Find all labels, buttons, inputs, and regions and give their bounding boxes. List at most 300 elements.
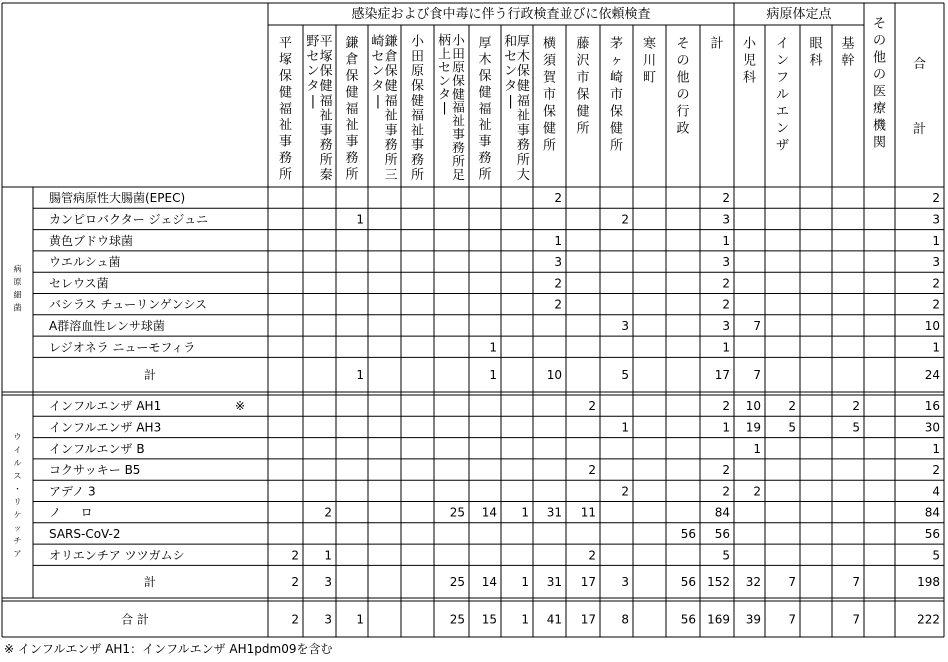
- cell-value: 1: [489, 368, 497, 383]
- svg-text:の: の: [872, 67, 887, 83]
- svg-text:市: 市: [609, 87, 624, 103]
- svg-text:木: 木: [478, 52, 492, 68]
- svg-text:保: 保: [542, 104, 557, 120]
- row-label: 黄色ブドウ球菌: [49, 233, 134, 248]
- cell-value: 5: [852, 420, 860, 435]
- cell-value: 3: [722, 212, 730, 227]
- cell-value: 30: [924, 420, 940, 435]
- cell-value: 8: [621, 612, 629, 627]
- svg-text:事: 事: [278, 134, 293, 150]
- cell-value: 7: [788, 575, 796, 590]
- cell-value: 1: [356, 368, 364, 383]
- svg-text:セ: セ: [438, 60, 451, 76]
- svg-text:保: 保: [609, 104, 624, 120]
- svg-text:タ: タ: [504, 78, 518, 94]
- section-label: [14, 264, 22, 313]
- svg-text:沢: 沢: [576, 53, 590, 69]
- cell-value: 56: [714, 526, 730, 541]
- svg-text:セ: セ: [371, 49, 385, 65]
- cell-value: 24: [924, 368, 940, 383]
- cell-value: 31: [546, 575, 562, 590]
- row-label: インフルエンザ B: [49, 441, 145, 456]
- row-label: アデノ 3: [49, 484, 96, 499]
- svg-text:木: 木: [516, 49, 530, 65]
- svg-text:医: 医: [872, 84, 887, 100]
- cell-value: 2: [588, 548, 596, 563]
- cell-value: 32: [745, 575, 761, 590]
- svg-text:田: 田: [452, 46, 465, 62]
- row-label: ウエルシュ菌: [49, 255, 121, 270]
- svg-text:リ: リ: [13, 497, 22, 507]
- svg-text:ス: ス: [13, 471, 22, 481]
- svg-text:他: 他: [872, 50, 887, 66]
- svg-text:務: 務: [478, 151, 492, 167]
- cell-value: 11: [580, 505, 596, 520]
- svg-text:所: 所: [576, 121, 590, 137]
- svg-text:ン: ン: [775, 53, 790, 69]
- svg-text:|: |: [508, 93, 513, 109]
- cell-value: 3: [324, 575, 332, 590]
- svg-text:原: 原: [452, 60, 465, 76]
- cell-value: 3: [722, 255, 730, 270]
- grand-total-label: 合 計: [121, 612, 149, 627]
- column-header: [543, 35, 557, 153]
- svg-text:祉: 祉: [319, 108, 333, 124]
- svg-text:所: 所: [319, 152, 333, 168]
- cell-value: 1: [324, 548, 332, 563]
- svg-text:所: 所: [609, 138, 624, 154]
- column-header: [478, 36, 491, 183]
- svg-text:菌: 菌: [13, 303, 22, 313]
- cell-value: 1: [489, 340, 497, 355]
- cell-value: 2: [621, 212, 629, 227]
- svg-text:|: |: [375, 93, 381, 109]
- column-header: [776, 36, 789, 153]
- svg-text:健: 健: [319, 78, 333, 94]
- cell-value: 2: [291, 575, 299, 590]
- svg-text:合: 合: [912, 57, 927, 72]
- svg-text:小: 小: [742, 36, 757, 52]
- svg-text:タ: タ: [371, 78, 385, 94]
- svg-text:基: 基: [841, 36, 855, 52]
- svg-text:大: 大: [516, 167, 530, 183]
- cell-value: 1: [521, 612, 529, 627]
- row-label: A群溶血性レンサ球菌: [49, 318, 165, 333]
- svg-text:タ: タ: [438, 87, 451, 103]
- cell-value: 3: [621, 575, 629, 590]
- svg-text:倉: 倉: [345, 52, 359, 68]
- svg-text:小: 小: [410, 34, 425, 50]
- svg-text:事: 事: [319, 123, 333, 139]
- svg-text:務: 務: [452, 141, 465, 157]
- svg-text:寒: 寒: [642, 36, 657, 52]
- svg-text:祉: 祉: [452, 114, 465, 130]
- column-header: [504, 35, 530, 183]
- row-label: レジオネラ ニューモフィラ: [49, 340, 196, 355]
- svg-text:科: 科: [742, 70, 757, 86]
- svg-text:祉: 祉: [516, 108, 530, 124]
- cell-value: 7: [852, 612, 860, 627]
- cell-value: 2: [554, 191, 562, 206]
- column-header: [809, 36, 822, 68]
- row-label: SARS-CoV-2: [49, 526, 121, 541]
- svg-text:療: 療: [872, 101, 887, 117]
- svg-text:福: 福: [278, 101, 293, 117]
- svg-text:保: 保: [345, 68, 359, 84]
- svg-text:細: 細: [13, 290, 22, 300]
- svg-text:ザ: ザ: [775, 138, 790, 154]
- svg-text:事: 事: [452, 127, 465, 143]
- svg-text:福: 福: [452, 100, 465, 116]
- row-label: インフルエンザ AH1: [49, 399, 162, 414]
- cell-value: 1: [932, 233, 940, 248]
- svg-text:藤: 藤: [576, 36, 590, 52]
- svg-text:賀: 賀: [542, 70, 557, 86]
- column-header: [610, 36, 623, 153]
- cell-value: 84: [714, 505, 730, 520]
- svg-text:幹: 幹: [841, 53, 855, 69]
- svg-text:鎌: 鎌: [345, 35, 359, 51]
- cell-value: 5: [932, 548, 940, 563]
- column-header: [643, 35, 656, 85]
- cell-value: 1: [621, 420, 629, 435]
- svg-text:秦: 秦: [319, 167, 333, 183]
- cell-value: 3: [621, 318, 629, 333]
- cell-value: 41: [546, 612, 562, 627]
- cell-value: 7: [753, 318, 761, 333]
- svg-text:祉: 祉: [345, 118, 359, 134]
- cell-value: 2: [291, 548, 299, 563]
- cell-value: 10: [546, 368, 562, 383]
- svg-text:健: 健: [478, 85, 492, 101]
- svg-text:チ: チ: [13, 536, 22, 546]
- svg-text:ン: ン: [371, 64, 385, 80]
- cell-value: 15: [481, 612, 497, 627]
- svg-text:福: 福: [478, 101, 492, 117]
- cell-value: 25: [449, 505, 465, 520]
- column-header: [438, 32, 465, 183]
- cell-value: 7: [788, 612, 796, 627]
- svg-text:原: 原: [410, 64, 425, 80]
- cell-value: 5: [788, 420, 796, 435]
- row-mark: ※: [234, 399, 246, 414]
- svg-text:事: 事: [516, 123, 530, 139]
- svg-text:市: 市: [542, 87, 557, 103]
- column-header: [743, 36, 757, 85]
- svg-text:福: 福: [516, 93, 530, 109]
- cell-value: 10: [924, 318, 940, 333]
- cell-value: 1: [356, 612, 364, 627]
- row-label: インフルエンザ AH3: [49, 420, 162, 435]
- cell-value: 2: [932, 297, 940, 312]
- row-label: コクサッキー B5: [49, 463, 141, 478]
- cell-value: 2: [722, 297, 730, 312]
- svg-text:事: 事: [384, 123, 398, 139]
- svg-text:そ: そ: [872, 16, 887, 32]
- svg-text:所: 所: [542, 138, 557, 154]
- svg-text:イ: イ: [775, 36, 790, 52]
- svg-text:セ: セ: [504, 49, 518, 65]
- svg-text:所: 所: [345, 167, 359, 183]
- svg-text:政: 政: [676, 121, 690, 137]
- svg-text:和: 和: [504, 34, 518, 50]
- cell-value: 2: [852, 399, 860, 414]
- column-header: [345, 36, 358, 183]
- column-header: [913, 57, 926, 137]
- svg-text:ル: ル: [775, 87, 790, 103]
- svg-text:務: 務: [345, 151, 359, 167]
- svg-text:町: 町: [642, 70, 657, 86]
- svg-text:足: 足: [452, 167, 465, 183]
- header-group-fixed: 病原体定点: [766, 7, 832, 22]
- cell-value: 5: [621, 368, 629, 383]
- cell-value: 10: [745, 399, 761, 414]
- svg-text:保: 保: [319, 64, 333, 80]
- cell-value: 56: [680, 526, 696, 541]
- svg-text:茅: 茅: [609, 36, 624, 52]
- row-label: オリエンチア ツツガムシ: [49, 548, 185, 563]
- svg-text:ヶ: ヶ: [609, 53, 624, 69]
- cell-value: 2: [722, 191, 730, 206]
- cell-value: 17: [714, 368, 730, 383]
- cell-value: 169: [707, 612, 730, 627]
- svg-text:崎: 崎: [371, 34, 385, 50]
- svg-text:務: 務: [278, 151, 293, 167]
- cell-value: 84: [924, 505, 940, 520]
- svg-text:関: 関: [872, 135, 887, 151]
- svg-text:所: 所: [478, 167, 492, 183]
- svg-text:・: ・: [13, 484, 22, 494]
- svg-text:福: 福: [410, 108, 425, 124]
- svg-text:イ: イ: [13, 445, 22, 455]
- cell-value: 2: [722, 276, 730, 291]
- svg-text:須: 須: [542, 53, 557, 69]
- cell-value: 2: [932, 276, 940, 291]
- svg-text:所: 所: [384, 152, 398, 168]
- svg-text:事: 事: [410, 138, 425, 154]
- cell-value: 39: [745, 612, 761, 627]
- cell-value: 222: [917, 612, 940, 627]
- column-header: [873, 16, 887, 150]
- svg-text:科: 科: [809, 53, 823, 69]
- svg-text:健: 健: [516, 78, 530, 94]
- svg-text:小: 小: [452, 33, 465, 49]
- cell-value: 3: [722, 318, 730, 333]
- svg-text:厚: 厚: [478, 35, 492, 51]
- row-label: セレウス菌: [49, 276, 109, 291]
- svg-text:の: の: [676, 87, 690, 103]
- cell-value: 1: [356, 212, 364, 227]
- svg-text:平: 平: [278, 35, 293, 51]
- svg-text:所: 所: [516, 152, 530, 168]
- cell-value: 5: [722, 548, 730, 563]
- svg-text:フ: フ: [775, 70, 790, 86]
- cell-value: 2: [588, 399, 596, 414]
- cell-value: 14: [481, 505, 497, 520]
- svg-text:ン: ン: [504, 64, 518, 80]
- svg-text:崎: 崎: [609, 70, 624, 86]
- svg-text:保: 保: [516, 64, 530, 80]
- cell-value: 198: [917, 575, 940, 590]
- cell-value: 152: [707, 575, 730, 590]
- svg-text:務: 務: [516, 138, 530, 154]
- svg-text:横: 横: [542, 36, 557, 52]
- svg-text:エ: エ: [775, 104, 790, 120]
- svg-text:|: |: [442, 100, 447, 116]
- svg-text:タ: タ: [306, 78, 320, 94]
- cell-value: 2: [291, 612, 299, 627]
- svg-text:健: 健: [345, 85, 359, 101]
- cell-value: 31: [546, 505, 562, 520]
- column-header: [306, 35, 332, 183]
- svg-text:保: 保: [452, 73, 465, 89]
- cell-value: 14: [481, 575, 497, 590]
- cell-value: 2: [588, 463, 596, 478]
- cell-value: 2: [554, 276, 562, 291]
- row-label: ノ ロ: [49, 505, 93, 520]
- cell-value: 2: [722, 484, 730, 499]
- svg-text:祉: 祉: [384, 108, 398, 124]
- svg-text:務: 務: [410, 152, 425, 168]
- cell-value: 25: [449, 612, 465, 627]
- cell-value: 3: [554, 255, 562, 270]
- svg-text:眼: 眼: [809, 36, 823, 52]
- svg-text:ウ: ウ: [13, 432, 22, 442]
- svg-text:健: 健: [609, 121, 624, 137]
- svg-text:保: 保: [384, 64, 398, 80]
- svg-text:厚: 厚: [516, 34, 530, 50]
- svg-text:野: 野: [306, 34, 320, 50]
- header-group-inspection: 感染症および食中毒に伴う行政検査並びに依頼検査: [351, 7, 651, 22]
- cell-value: 2: [722, 463, 730, 478]
- cell-value: 2: [932, 463, 940, 478]
- cell-value: 56: [680, 612, 696, 627]
- row-label: 腸管病原性大腸菌(EPEC): [49, 191, 186, 206]
- cell-value: 2: [621, 484, 629, 499]
- cell-value: 3: [932, 212, 940, 227]
- svg-text:ア: ア: [13, 549, 22, 559]
- cell-value: 1: [521, 575, 529, 590]
- svg-text:機: 機: [872, 118, 887, 134]
- cell-value: 7: [852, 575, 860, 590]
- section-label: [14, 433, 22, 559]
- svg-text:事: 事: [345, 134, 359, 150]
- column-header: [279, 36, 292, 183]
- cell-value: 17: [580, 612, 596, 627]
- cell-value: 1: [722, 233, 730, 248]
- svg-text:祉: 祉: [410, 123, 425, 139]
- cell-value: 2: [788, 399, 796, 414]
- cell-value: 2: [722, 399, 730, 414]
- svg-text:祉: 祉: [478, 118, 492, 134]
- svg-text:他: 他: [676, 70, 690, 86]
- svg-text:保: 保: [410, 78, 425, 94]
- cell-value: 1: [722, 340, 730, 355]
- cell-value: 4: [932, 484, 940, 499]
- svg-text:福: 福: [384, 93, 398, 109]
- cell-value: 17: [580, 575, 596, 590]
- svg-text:塚: 塚: [278, 52, 293, 68]
- cell-value: 19: [745, 420, 761, 435]
- svg-text:所: 所: [452, 154, 465, 170]
- svg-text:保: 保: [576, 87, 590, 103]
- svg-text:祉: 祉: [278, 118, 293, 134]
- svg-text:田: 田: [410, 49, 425, 65]
- svg-text:ケ: ケ: [13, 510, 22, 520]
- cell-value: 1: [521, 505, 529, 520]
- cell-value: 1: [932, 340, 940, 355]
- svg-text:ル: ル: [13, 458, 22, 468]
- svg-text:ン: ン: [775, 121, 790, 137]
- cell-value: 3: [324, 612, 332, 627]
- svg-text:健: 健: [410, 93, 425, 109]
- column-header: [841, 36, 854, 68]
- cell-value: 16: [924, 399, 940, 414]
- section-total-label: 計: [143, 575, 157, 590]
- row-label: カンピロバクター ジェジュニ: [49, 212, 209, 227]
- svg-text:上: 上: [438, 46, 451, 62]
- svg-text:健: 健: [576, 104, 590, 120]
- svg-text:倉: 倉: [384, 49, 398, 65]
- column-header: [676, 36, 689, 136]
- column-header: [710, 35, 723, 51]
- cell-value: 2: [554, 297, 562, 312]
- cell-value: 1: [932, 441, 940, 456]
- svg-text:そ: そ: [676, 36, 690, 52]
- svg-text:保: 保: [478, 68, 492, 84]
- svg-text:健: 健: [384, 78, 398, 94]
- column-header: [371, 34, 397, 183]
- svg-text:保: 保: [278, 68, 293, 84]
- svg-text:ン: ン: [438, 73, 451, 89]
- svg-text:塚: 塚: [319, 49, 333, 65]
- svg-text:健: 健: [452, 87, 465, 103]
- svg-text:三: 三: [384, 167, 398, 183]
- svg-text:|: |: [310, 93, 316, 109]
- footnote: ※ インフルエンザ AH1：インフルエンザ AH1pdm09を含む: [4, 642, 333, 656]
- svg-text:児: 児: [742, 53, 757, 69]
- svg-text:計: 計: [710, 36, 724, 52]
- svg-text:の: の: [676, 53, 690, 69]
- cell-value: 2: [324, 505, 332, 520]
- svg-text:市: 市: [576, 70, 590, 86]
- column-header: [411, 35, 425, 183]
- section-total-label: 計: [143, 368, 157, 383]
- svg-text:行: 行: [676, 104, 690, 120]
- svg-text:セ: セ: [306, 49, 320, 65]
- svg-text:川: 川: [642, 53, 657, 69]
- svg-text:病: 病: [13, 264, 22, 274]
- svg-text:福: 福: [319, 93, 333, 109]
- cell-value: 25: [449, 575, 465, 590]
- svg-text:ン: ン: [306, 64, 320, 80]
- cell-value: 7: [753, 368, 761, 383]
- svg-text:福: 福: [345, 101, 359, 117]
- svg-text:健: 健: [542, 121, 557, 137]
- svg-text:所: 所: [410, 167, 425, 183]
- svg-text:の: の: [872, 33, 887, 49]
- svg-text:平: 平: [319, 34, 333, 50]
- column-header: [576, 35, 589, 136]
- cell-value: 1: [554, 233, 562, 248]
- svg-text:計: 計: [912, 122, 927, 137]
- cell-value: 2: [932, 191, 940, 206]
- svg-text:原: 原: [13, 277, 22, 287]
- svg-text:ッ: ッ: [13, 523, 22, 533]
- svg-text:柄: 柄: [438, 33, 451, 49]
- cell-value: 56: [924, 526, 940, 541]
- cell-value: 2: [753, 484, 761, 499]
